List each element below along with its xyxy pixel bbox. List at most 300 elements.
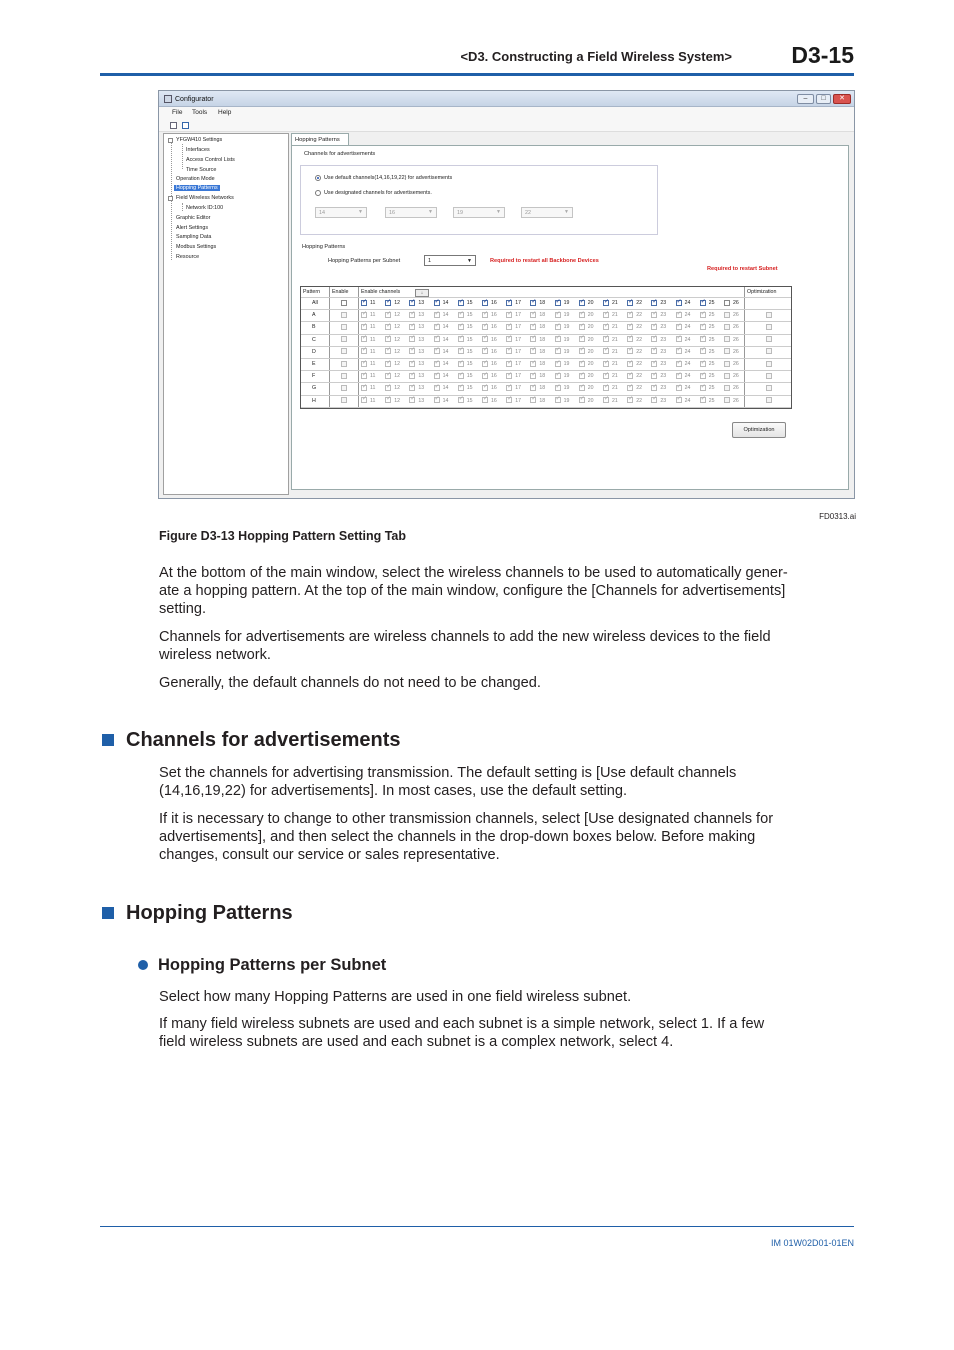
channel-number: 19 <box>563 385 570 392</box>
channel-checkbox[interactable] <box>676 312 682 318</box>
channel-checkbox[interactable] <box>579 397 585 403</box>
channel-checkbox[interactable] <box>651 336 657 342</box>
channel-number: 21 <box>612 312 618 319</box>
optimization-checkbox[interactable] <box>766 373 772 379</box>
channel-checkbox[interactable] <box>530 397 536 403</box>
channel-checkbox[interactable] <box>385 361 391 367</box>
channel-number: 23 <box>660 336 667 343</box>
channel-number: 14 <box>442 361 449 367</box>
channel-checkbox[interactable] <box>458 361 464 367</box>
channel-number: 15 <box>466 300 473 306</box>
channel-checkbox[interactable] <box>603 385 609 391</box>
channel-number: 21 <box>612 385 618 392</box>
channel-checkbox[interactable] <box>409 361 415 367</box>
channel-checkbox[interactable] <box>700 348 706 354</box>
channel-checkbox[interactable] <box>434 336 440 342</box>
restart-subnet-notice: Required to restart Subnet <box>707 266 778 272</box>
channel-checkbox[interactable] <box>458 312 464 318</box>
channel-number: 24 <box>684 385 691 392</box>
channel-checkbox[interactable] <box>676 324 682 330</box>
section-bullet-icon <box>102 907 114 919</box>
channel-checkbox[interactable] <box>555 361 561 367</box>
channel-number: 18 <box>539 312 546 319</box>
pattern-enable-checkbox[interactable] <box>341 361 347 367</box>
paragraph-line: changes, consult our service or sales representative. <box>159 847 500 863</box>
channel-checkbox[interactable] <box>724 336 730 342</box>
advertisement-channels-group <box>300 165 658 235</box>
channel-checkbox[interactable] <box>506 312 512 318</box>
channel-checkbox[interactable] <box>579 385 585 391</box>
channel-number: 25 <box>708 361 715 367</box>
optimization-checkbox[interactable] <box>766 397 772 403</box>
collapse-icon[interactable] <box>168 196 173 201</box>
channel-number: 14 <box>442 300 449 306</box>
channel-checkbox[interactable] <box>724 348 730 354</box>
channel-checkbox[interactable] <box>627 385 633 391</box>
channel-checkbox[interactable] <box>530 312 536 318</box>
grid-divider <box>358 287 359 408</box>
channel-checkbox[interactable] <box>579 348 585 354</box>
channel-number: 12 <box>394 336 400 343</box>
channel-number: 16 <box>491 300 497 306</box>
channel-checkbox[interactable] <box>627 312 633 318</box>
channel-checkbox[interactable] <box>724 361 730 367</box>
figure-file-tag: FD0313.ai <box>819 512 856 521</box>
channel-checkbox[interactable] <box>530 373 536 379</box>
tree-item-graphic-editor[interactable]: Graphic Editor <box>176 215 211 221</box>
channel-checkbox[interactable] <box>603 373 609 379</box>
channel-checkbox[interactable] <box>409 348 415 354</box>
channel-number: 21 <box>612 397 618 404</box>
channel-checkbox[interactable] <box>603 361 609 367</box>
channel-checkbox[interactable] <box>434 312 440 318</box>
grid-row-divider <box>301 382 791 383</box>
section-heading-hopping-patterns: Hopping Patterns <box>102 902 293 925</box>
channel-number: 21 <box>612 348 618 355</box>
menu-tools[interactable]: Tools <box>192 109 208 116</box>
grid-row-divider <box>301 321 791 322</box>
optimization-checkbox[interactable] <box>766 324 772 330</box>
channel-checkbox[interactable] <box>700 300 706 306</box>
channel-number: 22 <box>636 385 642 392</box>
adv-channel-combo-3[interactable]: 19 ▼ <box>453 207 505 218</box>
channel-checkbox[interactable] <box>506 300 512 306</box>
channel-checkbox[interactable] <box>555 300 561 306</box>
channel-number: 12 <box>394 348 400 355</box>
pattern-enable-checkbox[interactable] <box>341 397 347 403</box>
channel-checkbox[interactable] <box>700 397 706 403</box>
channel-checkbox[interactable] <box>676 385 682 391</box>
channel-checkbox[interactable] <box>361 385 367 391</box>
optimization-checkbox[interactable] <box>766 385 772 391</box>
channel-checkbox[interactable] <box>700 385 706 391</box>
hopping-patterns-label: Hopping Patterns <box>302 244 346 250</box>
restart-backbone-notice: Required to restart all Backbone Devices <box>490 258 599 264</box>
paragraph-line: Generally, the default channels do not need to be changed. <box>159 675 541 691</box>
channel-checkbox[interactable] <box>530 336 536 342</box>
grid-divider <box>744 287 745 408</box>
channel-checkbox[interactable] <box>506 397 512 403</box>
channel-checkbox[interactable] <box>482 324 488 330</box>
channel-checkbox[interactable] <box>434 300 440 306</box>
adv-channel-combo-1[interactable]: 14 ▼ <box>315 207 367 218</box>
channel-checkbox[interactable] <box>458 300 464 306</box>
channel-checkbox[interactable] <box>409 324 415 330</box>
paragraph-line: Set the channels for advertising transmission. The default setting is [Use default channels <box>159 765 737 781</box>
paragraph-line: field wireless subnets are used and each subnet is a complex network, select 4. <box>159 1034 674 1050</box>
channel-checkbox[interactable] <box>506 361 512 367</box>
channel-number: 11 <box>370 336 376 343</box>
channel-number: 26 <box>733 385 739 392</box>
channel-checkbox[interactable] <box>651 397 657 403</box>
channel-checkbox[interactable] <box>458 324 464 330</box>
close-button[interactable]: ✕ <box>833 94 851 104</box>
channel-number: 14 <box>442 312 449 319</box>
channel-number: 22 <box>636 348 642 355</box>
channel-checkbox[interactable] <box>724 324 730 330</box>
channel-number: 24 <box>684 373 691 380</box>
channel-number: 20 <box>587 300 594 306</box>
minimize-button[interactable]: – <box>797 94 814 104</box>
channel-checkbox[interactable] <box>724 385 730 391</box>
tree-item-access-control-lists[interactable]: Access Control Lists <box>186 157 235 163</box>
channel-checkbox[interactable] <box>627 324 633 330</box>
channel-checkbox[interactable] <box>676 300 682 306</box>
tree-item-hopping-patterns[interactable]: Hopping Patterns <box>176 185 218 191</box>
channel-number: 20 <box>587 348 594 355</box>
channel-checkbox[interactable] <box>482 348 488 354</box>
channel-checkbox[interactable] <box>506 385 512 391</box>
maximize-button[interactable]: □ <box>816 94 831 104</box>
paragraph-line: Select how many Hopping Patterns are used in one field wireless subnet. <box>159 989 632 1005</box>
channel-checkbox[interactable] <box>603 300 609 306</box>
channel-number: 19 <box>563 397 570 404</box>
channel-number: 23 <box>660 397 667 404</box>
channel-number: 18 <box>539 397 546 404</box>
pattern-enable-checkbox[interactable] <box>341 385 347 391</box>
grid-divider <box>329 287 330 408</box>
channel-checkbox[interactable] <box>530 361 536 367</box>
channel-number: 13 <box>418 336 425 343</box>
channel-number: 12 <box>394 373 400 380</box>
channel-checkbox[interactable] <box>651 373 657 379</box>
channel-checkbox[interactable] <box>482 397 488 403</box>
channel-checkbox[interactable] <box>458 348 464 354</box>
channel-checkbox[interactable] <box>385 397 391 403</box>
pattern-row-label: G <box>312 385 317 392</box>
channel-checkbox[interactable] <box>676 373 682 379</box>
channel-checkbox[interactable] <box>530 324 536 330</box>
channel-number: 16 <box>491 397 497 404</box>
tree-item-field-wireless-networks[interactable]: Field Wireless Networks <box>176 195 234 201</box>
channel-number: 17 <box>515 373 521 380</box>
channel-checkbox[interactable] <box>651 312 657 318</box>
channel-checkbox[interactable] <box>434 324 440 330</box>
channel-number: 20 <box>587 312 594 319</box>
channel-checkbox[interactable] <box>555 348 561 354</box>
pattern-enable-checkbox[interactable] <box>341 373 347 379</box>
channel-checkbox[interactable] <box>651 348 657 354</box>
channel-number: 22 <box>636 336 642 343</box>
channel-checkbox[interactable] <box>361 312 367 318</box>
pattern-enable-checkbox[interactable] <box>341 336 347 342</box>
channel-checkbox[interactable] <box>724 312 730 318</box>
channel-checkbox[interactable] <box>458 373 464 379</box>
channel-number: 24 <box>684 300 691 306</box>
pattern-row-label: A <box>312 312 316 319</box>
channel-checkbox[interactable] <box>724 373 730 379</box>
channel-number: 21 <box>612 336 618 343</box>
channel-number: 15 <box>466 373 473 380</box>
channel-number: 11 <box>370 373 376 380</box>
tree-item-time-source[interactable]: Time Source <box>186 167 217 173</box>
channel-number: 13 <box>418 361 425 367</box>
header-rule <box>100 73 854 76</box>
channel-checkbox[interactable] <box>385 348 391 354</box>
channel-checkbox[interactable] <box>434 397 440 403</box>
col-header-optimization: Optimization <box>747 289 777 295</box>
channel-checkbox[interactable] <box>724 397 730 403</box>
channel-checkbox[interactable] <box>506 324 512 330</box>
channel-checkbox[interactable] <box>651 324 657 330</box>
channel-number: 12 <box>394 312 400 319</box>
channel-checkbox[interactable] <box>409 373 415 379</box>
tab-hopping-patterns[interactable]: Hopping Patterns <box>291 133 349 146</box>
channel-checkbox[interactable] <box>676 397 682 403</box>
channel-number: 23 <box>660 312 667 319</box>
channel-checkbox[interactable] <box>434 361 440 367</box>
channel-checkbox[interactable] <box>385 312 391 318</box>
channel-checkbox[interactable] <box>676 348 682 354</box>
channel-checkbox[interactable] <box>579 336 585 342</box>
adv-channel-combo-4[interactable]: 22 ▼ <box>521 207 573 218</box>
channel-checkbox[interactable] <box>434 348 440 354</box>
channel-number: 25 <box>708 312 715 319</box>
grid-row-divider <box>301 309 791 310</box>
paragraph-line: (14,16,19,22) for advertisements]. In most cases, use the default setting. <box>159 783 628 799</box>
channel-checkbox[interactable] <box>434 373 440 379</box>
channel-checkbox[interactable] <box>361 397 367 403</box>
main-pane <box>289 133 854 495</box>
channel-checkbox[interactable] <box>651 385 657 391</box>
channel-checkbox[interactable] <box>482 373 488 379</box>
channel-checkbox[interactable] <box>458 336 464 342</box>
channel-checkbox[interactable] <box>385 324 391 330</box>
tree-item-resource[interactable]: Resource <box>176 254 200 260</box>
channel-checkbox[interactable] <box>603 397 609 403</box>
channel-checkbox[interactable] <box>700 324 706 330</box>
optimization-checkbox[interactable] <box>766 312 772 318</box>
channel-checkbox[interactable] <box>482 385 488 391</box>
channel-checkbox[interactable] <box>579 373 585 379</box>
menu-help[interactable]: Help <box>218 109 232 116</box>
channel-checkbox[interactable] <box>506 336 512 342</box>
collapse-icon[interactable] <box>168 138 173 143</box>
channel-number: 15 <box>466 312 473 319</box>
channel-checkbox[interactable] <box>700 312 706 318</box>
channel-checkbox[interactable] <box>361 373 367 379</box>
tree-item-yfgw410-settings[interactable]: YFGW410 Settings <box>176 137 223 143</box>
channel-checkbox[interactable] <box>458 397 464 403</box>
channel-number: 23 <box>660 324 667 331</box>
channel-checkbox[interactable] <box>530 385 536 391</box>
channel-checkbox[interactable] <box>555 397 561 403</box>
document-id: IM 01W02D01-01EN <box>770 1238 854 1248</box>
optimization-checkbox[interactable] <box>766 348 772 354</box>
channel-number: 26 <box>733 312 739 319</box>
channel-checkbox[interactable] <box>409 336 415 342</box>
channel-checkbox[interactable] <box>676 361 682 367</box>
channel-checkbox[interactable] <box>385 300 391 306</box>
channel-checkbox[interactable] <box>482 300 488 306</box>
channel-number: 22 <box>636 397 642 404</box>
channel-checkbox[interactable] <box>627 373 633 379</box>
channel-checkbox[interactable] <box>579 312 585 318</box>
channel-checkbox[interactable] <box>482 361 488 367</box>
channel-checkbox[interactable] <box>555 385 561 391</box>
tree-item-modbus-settings[interactable]: Modbus Settings <box>176 244 217 250</box>
per-subnet-label: Hopping Patterns per Subnet <box>328 258 401 264</box>
channel-number: 25 <box>708 300 715 306</box>
channel-checkbox[interactable] <box>700 361 706 367</box>
tree-item-interfaces[interactable]: Interfaces <box>186 147 210 153</box>
channel-checkbox[interactable] <box>434 385 440 391</box>
channel-checkbox[interactable] <box>482 312 488 318</box>
channel-number: 11 <box>370 300 376 306</box>
channel-checkbox[interactable] <box>651 361 657 367</box>
channel-number: 19 <box>563 336 570 343</box>
channel-checkbox[interactable] <box>555 373 561 379</box>
tree-item-alert-settings[interactable]: Alert Settings <box>176 225 209 231</box>
channel-checkbox[interactable] <box>627 300 633 306</box>
channel-checkbox[interactable] <box>700 373 706 379</box>
channel-number: 15 <box>466 385 473 392</box>
channel-number: 13 <box>418 385 425 392</box>
channel-checkbox[interactable] <box>627 336 633 342</box>
channel-checkbox[interactable] <box>385 336 391 342</box>
channel-number: 16 <box>491 373 497 380</box>
channel-number: 22 <box>636 324 642 331</box>
channel-checkbox[interactable] <box>409 300 415 306</box>
hopping-pattern-grid <box>300 286 792 409</box>
channel-checkbox[interactable] <box>506 348 512 354</box>
channel-checkbox[interactable] <box>361 361 367 367</box>
tree-item-sampling-data[interactable]: Sampling Data <box>176 234 212 240</box>
channel-checkbox[interactable] <box>603 312 609 318</box>
channel-checkbox[interactable] <box>482 336 488 342</box>
channel-number: 14 <box>442 385 449 392</box>
channel-checkbox[interactable] <box>603 348 609 354</box>
channel-number: 11 <box>370 397 376 404</box>
section-bullet-icon <box>102 734 114 746</box>
channel-checkbox[interactable] <box>724 300 730 306</box>
paragraph-line: Channels for advertisements are wireless channels to add the new wireless devices to the field <box>159 629 771 645</box>
channel-checkbox[interactable] <box>409 312 415 318</box>
channel-checkbox[interactable] <box>385 373 391 379</box>
channel-checkbox[interactable] <box>530 348 536 354</box>
channel-number: 12 <box>394 300 400 306</box>
channel-checkbox[interactable] <box>579 361 585 367</box>
channel-checkbox[interactable] <box>361 336 367 342</box>
enable-channels-dropdown-button[interactable]: ↓ <box>415 289 429 297</box>
channel-checkbox[interactable] <box>555 312 561 318</box>
channel-checkbox[interactable] <box>579 300 585 306</box>
channel-checkbox[interactable] <box>700 336 706 342</box>
channel-checkbox[interactable] <box>627 397 633 403</box>
channel-checkbox[interactable] <box>361 324 367 330</box>
channel-number: 17 <box>515 312 521 319</box>
channel-number: 21 <box>612 324 618 331</box>
channel-checkbox[interactable] <box>458 385 464 391</box>
tree-item-network-id[interactable]: Network ID:100 <box>186 205 224 211</box>
channel-number: 19 <box>563 312 570 319</box>
tree-item-operation-mode[interactable]: Operation Mode <box>176 176 215 182</box>
adv-channel-combo-2[interactable]: 16 ▼ <box>385 207 437 218</box>
optimization-button[interactable]: Optimization <box>732 422 786 438</box>
radio-default-channels[interactable] <box>315 175 321 181</box>
channel-checkbox[interactable] <box>506 373 512 379</box>
channel-checkbox[interactable] <box>651 300 657 306</box>
channel-number: 13 <box>418 312 425 319</box>
pattern-enable-checkbox[interactable] <box>341 300 347 306</box>
pattern-enable-checkbox[interactable] <box>341 324 347 330</box>
open-icon[interactable] <box>170 122 177 129</box>
pattern-row-label: H <box>312 397 316 404</box>
paragraph-line: ate a hopping pattern. At the top of the main window, configure the [Channels for advertisements] <box>159 583 786 599</box>
menu-file[interactable]: File <box>172 109 183 116</box>
channel-checkbox[interactable] <box>530 300 536 306</box>
radio-designated-channels[interactable] <box>315 190 321 196</box>
channel-number: 12 <box>394 397 400 404</box>
paragraph-line: advertisements], and then select the channels in the drop-down boxes below. Before making <box>159 829 756 845</box>
channel-checkbox[interactable] <box>676 336 682 342</box>
channel-checkbox[interactable] <box>603 336 609 342</box>
channel-number: 24 <box>684 348 691 355</box>
channel-number: 21 <box>612 300 618 306</box>
channel-checkbox[interactable] <box>361 348 367 354</box>
channel-number: 25 <box>708 348 715 355</box>
channel-number: 15 <box>466 348 473 355</box>
channel-checkbox[interactable] <box>627 348 633 354</box>
channel-checkbox[interactable] <box>409 397 415 403</box>
subsection-heading-per-subnet: Hopping Patterns per Subnet <box>138 956 386 975</box>
channel-checkbox[interactable] <box>627 361 633 367</box>
optimization-checkbox[interactable] <box>766 336 772 342</box>
channel-number: 20 <box>587 397 594 404</box>
optimization-checkbox[interactable] <box>766 361 772 367</box>
pattern-row-label: F <box>312 373 316 380</box>
hopping-patterns-panel <box>291 145 849 490</box>
per-subnet-select[interactable]: 1 ▼ <box>424 255 476 266</box>
channel-number: 19 <box>563 324 570 331</box>
channel-number: 23 <box>660 361 667 367</box>
channel-number: 26 <box>733 324 739 331</box>
pattern-row-label: All <box>312 300 318 306</box>
channel-checkbox[interactable] <box>603 324 609 330</box>
channel-number: 19 <box>563 373 570 380</box>
network-icon[interactable] <box>182 122 189 129</box>
pattern-enable-checkbox[interactable] <box>341 312 347 318</box>
channel-checkbox[interactable] <box>555 336 561 342</box>
channel-checkbox[interactable] <box>409 385 415 391</box>
channel-checkbox[interactable] <box>361 300 367 306</box>
figure-caption: Figure D3-13 Hopping Pattern Setting Tab <box>159 529 407 543</box>
pattern-enable-checkbox[interactable] <box>341 348 347 354</box>
channel-checkbox[interactable] <box>555 324 561 330</box>
channel-checkbox[interactable] <box>579 324 585 330</box>
channel-checkbox[interactable] <box>385 385 391 391</box>
channel-number: 15 <box>466 324 473 331</box>
